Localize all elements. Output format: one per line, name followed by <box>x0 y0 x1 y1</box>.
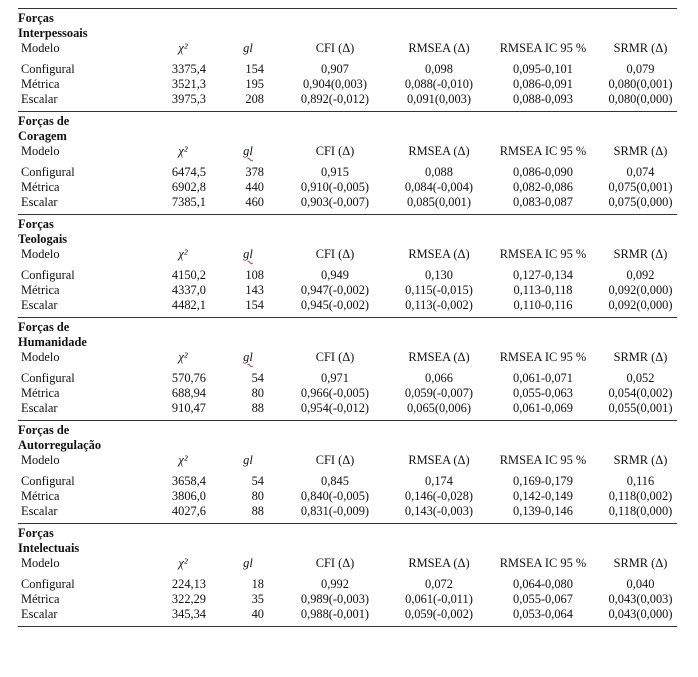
table-row <box>18 77 677 92</box>
chi2-value: 4482,1 <box>171 298 206 312</box>
header-rmsea: RMSEA (Δ) <box>408 453 470 467</box>
rmsea-ic-value: 0,086-0,090 <box>513 165 573 179</box>
rmsea-ic-value: 0,088-0,093 <box>513 92 573 106</box>
header-srmr: SRMR (Δ) <box>613 247 668 261</box>
table-row <box>18 386 677 401</box>
gl-value: 143 <box>245 283 264 297</box>
chi2-value: 688,94 <box>171 386 206 400</box>
cfi-value: 0,954(-0,012) <box>300 401 370 415</box>
srmr-value: 0,079 <box>626 62 655 76</box>
group-title-line2: Humanidade <box>18 335 87 349</box>
header-modelo: Modelo <box>21 350 60 364</box>
header-modelo: Modelo <box>21 144 60 158</box>
rmsea-ic-value: 0,139-0,146 <box>513 504 573 518</box>
srmr-value: 0,043(0,003) <box>608 592 673 606</box>
rmsea-value: 0,085(0,001) <box>406 195 471 209</box>
chi2-value: 4150,2 <box>171 268 206 282</box>
group-block <box>18 523 677 627</box>
group-title-line2: Teologais <box>18 232 68 246</box>
cfi-value: 0,947(-0,002) <box>300 283 370 297</box>
group-block <box>18 111 677 214</box>
header-cfi: CFI (Δ) <box>315 41 355 55</box>
header-srmr: SRMR (Δ) <box>613 144 668 158</box>
header-chi2: χ² <box>178 144 188 158</box>
rmsea-value: 0,084(-0,004) <box>404 180 474 194</box>
table-row <box>18 489 677 504</box>
header-rmsea: RMSEA (Δ) <box>408 556 470 570</box>
column-header-row <box>18 247 677 262</box>
table-row <box>18 504 677 519</box>
gl-value: 88 <box>251 504 264 518</box>
srmr-value: 0,092(0,000) <box>608 298 673 312</box>
rmsea-value: 0,113(-0,002) <box>405 298 473 312</box>
rmsea-value: 0,088 <box>425 165 453 179</box>
column-header-row <box>18 144 677 159</box>
model-name: Métrica <box>21 592 60 606</box>
cfi-value: 0,903(-0,007) <box>300 195 370 209</box>
cfi-value: 0,907 <box>321 62 349 76</box>
cfi-value: 0,831(-0,009) <box>300 504 370 518</box>
rmsea-ic-value: 0,055-0,063 <box>513 386 573 400</box>
srmr-value: 0,040 <box>626 577 655 591</box>
rmsea-value: 0,115(-0,015) <box>405 283 473 297</box>
model-name: Configural <box>21 474 75 488</box>
rmsea-ic-value: 0,061-0,069 <box>513 401 573 415</box>
group-block <box>18 8 677 111</box>
table-row <box>18 474 677 489</box>
chi2-value: 3521,3 <box>171 77 206 91</box>
group-block <box>18 214 677 317</box>
table-row <box>18 180 677 195</box>
header-chi2: χ² <box>178 247 188 261</box>
header-gl: gl <box>243 144 253 158</box>
rmsea-ic-value: 0,055-0,067 <box>513 592 573 606</box>
header-cfi: CFI (Δ) <box>315 247 355 261</box>
srmr-value: 0,055(0,001) <box>608 401 673 415</box>
header-rmsea-ic: RMSEA IC 95 % <box>499 144 587 158</box>
rmsea-value: 0,098 <box>425 62 453 76</box>
model-name: Configural <box>21 165 75 179</box>
group-spacer <box>18 622 677 626</box>
model-name: Configural <box>21 62 75 76</box>
model-name: Escalar <box>21 401 58 415</box>
model-name: Configural <box>21 371 75 385</box>
model-name: Métrica <box>21 283 60 297</box>
table-row <box>18 298 677 313</box>
rmsea-ic-value: 0,169-0,179 <box>513 474 573 488</box>
table-row <box>18 401 677 416</box>
table-row <box>18 195 677 210</box>
cfi-value: 0,971 <box>321 371 349 385</box>
cfi-value: 0,892(-0,012) <box>300 92 370 106</box>
table-row <box>18 165 677 180</box>
chi2-value: 4337,0 <box>171 283 206 297</box>
model-name: Métrica <box>21 77 60 91</box>
chi2-value: 345,34 <box>171 607 206 621</box>
header-srmr: SRMR (Δ) <box>613 556 668 570</box>
model-name: Métrica <box>21 489 60 503</box>
rmsea-value: 0,174 <box>425 474 453 488</box>
model-name: Escalar <box>21 298 58 312</box>
chi2-value: 6474,5 <box>171 165 206 179</box>
header-cfi: CFI (Δ) <box>315 453 355 467</box>
header-modelo: Modelo <box>21 556 60 570</box>
srmr-value: 0,075(0,000) <box>608 195 673 209</box>
srmr-value: 0,092 <box>626 268 655 282</box>
table-row <box>18 62 677 77</box>
header-gl: gl <box>243 350 253 364</box>
header-modelo: Modelo <box>21 453 60 467</box>
gl-value: 54 <box>251 371 264 385</box>
cfi-value: 0,840(-0,005) <box>300 489 370 503</box>
header-srmr: SRMR (Δ) <box>613 453 668 467</box>
group-title-line1: Forças <box>18 217 54 231</box>
rmsea-value: 0,091(0,003) <box>406 92 471 106</box>
header-rmsea-ic: RMSEA IC 95 % <box>499 41 587 55</box>
rmsea-ic-value: 0,053-0,064 <box>513 607 573 621</box>
gl-value: 108 <box>245 268 264 282</box>
model-name: Escalar <box>21 607 58 621</box>
header-gl: gl <box>243 453 253 467</box>
gl-value: 80 <box>251 489 264 503</box>
gl-value: 54 <box>251 474 264 488</box>
header-rmsea: RMSEA (Δ) <box>408 41 470 55</box>
table-row <box>18 607 677 622</box>
rmsea-value: 0,066 <box>425 371 453 385</box>
rmsea-ic-value: 0,061-0,071 <box>513 371 573 385</box>
rmsea-value: 0,059(-0,002) <box>404 607 474 621</box>
chi2-value: 570,76 <box>171 371 206 385</box>
group-block <box>18 317 677 420</box>
header-modelo: Modelo <box>21 41 60 55</box>
cfi-value: 0,945(-0,002) <box>300 298 370 312</box>
group-title-line2: Coragem <box>18 129 67 143</box>
group-block <box>18 420 677 523</box>
chi2-value: 7385,1 <box>171 195 206 209</box>
srmr-value: 0,043(0,000) <box>608 607 673 621</box>
rmsea-ic-value: 0,082-0,086 <box>513 180 573 194</box>
rmsea-ic-value: 0,086-0,091 <box>513 77 573 91</box>
cfi-value: 0,988(-0,001) <box>300 607 370 621</box>
rmsea-ic-value: 0,110-0,116 <box>513 298 573 312</box>
srmr-value: 0,080(0,000) <box>608 92 673 106</box>
rmsea-ic-value: 0,113-0,118 <box>513 283 573 297</box>
header-chi2: χ² <box>178 556 188 570</box>
header-cfi: CFI (Δ) <box>315 144 355 158</box>
gl-value: 35 <box>251 592 264 606</box>
rmsea-value: 0,146(-0,028) <box>404 489 474 503</box>
table-row <box>18 577 677 592</box>
group-title-line1: Forças <box>18 526 54 540</box>
rmsea-ic-value: 0,142-0,149 <box>513 489 573 503</box>
rmsea-ic-value: 0,064-0,080 <box>513 577 573 591</box>
gl-value: 195 <box>245 77 264 91</box>
header-rmsea-ic: RMSEA IC 95 % <box>499 350 587 364</box>
cfi-value: 0,966(-0,005) <box>300 386 370 400</box>
rmsea-ic-value: 0,083-0,087 <box>513 195 573 209</box>
rmsea-value: 0,072 <box>425 577 453 591</box>
header-gl: gl <box>243 41 253 55</box>
cfi-value: 0,989(-0,003) <box>300 592 370 606</box>
chi2-value: 4027,6 <box>171 504 206 518</box>
header-rmsea: RMSEA (Δ) <box>408 350 470 364</box>
header-chi2: χ² <box>178 41 188 55</box>
cfi-value: 0,949 <box>321 268 349 282</box>
model-name: Escalar <box>21 92 58 106</box>
gl-value: 88 <box>251 401 264 415</box>
group-title-line2: Intelectuais <box>18 541 80 555</box>
gl-value: 80 <box>251 386 264 400</box>
cfi-value: 0,845 <box>321 474 349 488</box>
group-title-line2: Interpessoais <box>18 26 88 40</box>
srmr-value: 0,116 <box>626 474 655 488</box>
gl-value: 154 <box>245 62 264 76</box>
rmsea-ic-value: 0,095-0,101 <box>513 62 573 76</box>
column-header-row <box>18 350 677 365</box>
group-title-line1: Forças de <box>18 114 70 128</box>
chi2-value: 910,47 <box>171 401 206 415</box>
rmsea-value: 0,130 <box>425 268 453 282</box>
chi2-value: 3975,3 <box>171 92 206 106</box>
header-srmr: SRMR (Δ) <box>613 350 668 364</box>
srmr-value: 0,075(0,001) <box>608 180 673 194</box>
rmsea-value: 0,061(-0,011) <box>405 592 473 606</box>
group-title-line1: Forças de <box>18 320 70 334</box>
model-name: Configural <box>21 577 75 591</box>
header-rmsea: RMSEA (Δ) <box>408 247 470 261</box>
chi2-value: 3806,0 <box>171 489 206 503</box>
header-chi2: χ² <box>178 350 188 364</box>
header-chi2: χ² <box>178 453 188 467</box>
srmr-value: 0,080(0,001) <box>608 77 673 91</box>
gl-value: 208 <box>245 92 264 106</box>
chi2-value: 3375,4 <box>171 62 206 76</box>
group-title-line1: Forças <box>18 11 54 25</box>
gl-value: 460 <box>245 195 264 209</box>
header-rmsea-ic: RMSEA IC 95 % <box>499 247 587 261</box>
chi2-value: 322,29 <box>171 592 206 606</box>
gl-value: 40 <box>251 607 264 621</box>
invariance-table <box>18 8 677 627</box>
rmsea-value: 0,143(-0,003) <box>404 504 474 518</box>
rmsea-ic-value: 0,127-0,134 <box>513 268 573 282</box>
model-name: Métrica <box>21 386 60 400</box>
cfi-value: 0,910(-0,005) <box>300 180 370 194</box>
rmsea-value: 0,088(-0,010) <box>404 77 474 91</box>
column-header-row <box>18 453 677 468</box>
header-gl: gl <box>243 247 253 261</box>
cfi-value: 0,992 <box>321 577 349 591</box>
srmr-value: 0,118(0,000) <box>608 504 673 518</box>
model-name: Métrica <box>21 180 60 194</box>
model-name: Escalar <box>21 195 58 209</box>
model-name: Escalar <box>21 504 58 518</box>
table-row <box>18 592 677 607</box>
gl-value: 378 <box>245 165 264 179</box>
table-row <box>18 283 677 298</box>
table-row <box>18 92 677 107</box>
gl-value: 440 <box>245 180 264 194</box>
cfi-value: 0,904(0,003) <box>302 77 367 91</box>
header-srmr: SRMR (Δ) <box>613 41 668 55</box>
chi2-value: 224,13 <box>171 577 206 591</box>
gl-value: 18 <box>251 577 264 591</box>
chi2-value: 3658,4 <box>171 474 206 488</box>
header-cfi: CFI (Δ) <box>315 350 355 364</box>
header-cfi: CFI (Δ) <box>315 556 355 570</box>
chi2-value: 6902,8 <box>171 180 206 194</box>
column-header-row <box>18 41 677 56</box>
group-title-line2: Autorregulação <box>18 438 102 452</box>
header-rmsea-ic: RMSEA IC 95 % <box>499 453 587 467</box>
srmr-value: 0,054(0,002) <box>608 386 673 400</box>
rmsea-value: 0,059(-0,007) <box>404 386 474 400</box>
table-row <box>18 268 677 283</box>
srmr-value: 0,092(0,000) <box>608 283 673 297</box>
header-modelo: Modelo <box>21 247 60 261</box>
header-gl: gl <box>243 556 253 570</box>
table-row <box>18 371 677 386</box>
srmr-value: 0,052 <box>626 371 655 385</box>
cfi-value: 0,915 <box>321 165 349 179</box>
group-title-line1: Forças de <box>18 423 70 437</box>
model-name: Configural <box>21 268 75 282</box>
rmsea-value: 0,065(0,006) <box>406 401 471 415</box>
gl-value: 154 <box>245 298 264 312</box>
header-rmsea-ic: RMSEA IC 95 % <box>499 556 587 570</box>
column-header-row <box>18 556 677 571</box>
header-rmsea: RMSEA (Δ) <box>408 144 470 158</box>
srmr-value: 0,118(0,002) <box>608 489 673 503</box>
srmr-value: 0,074 <box>626 165 655 179</box>
